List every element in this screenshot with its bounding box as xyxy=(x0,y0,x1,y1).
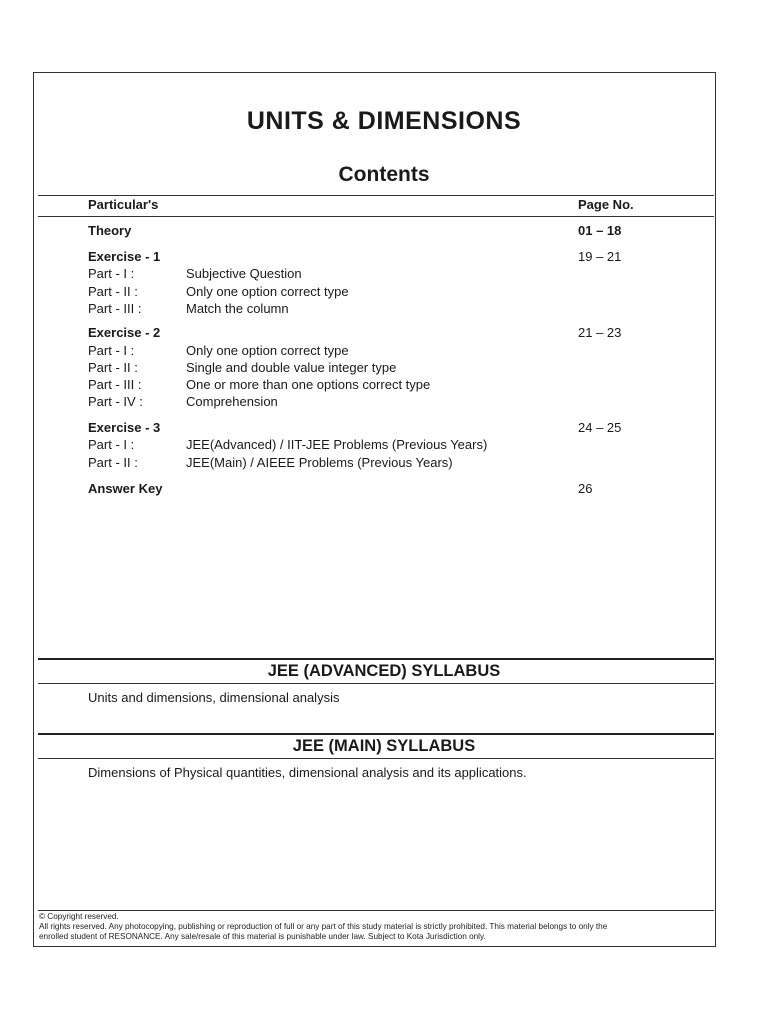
exercise-2-part-2: Part - II : xyxy=(88,360,138,375)
divider xyxy=(38,910,714,911)
theory-label: Theory xyxy=(88,223,132,238)
divider xyxy=(38,683,714,684)
divider xyxy=(38,733,714,735)
page-title: UNITS & DIMENSIONS xyxy=(246,107,522,135)
exercise-2-part-1-desc: Only one option correct type xyxy=(186,343,349,358)
exercise-3-label: Exercise - 3 xyxy=(88,420,161,435)
exercise-3-part-2-desc: JEE(Main) / AIEEE Problems (Previous Years) xyxy=(186,455,453,470)
exercise-3-part-2: Part - II : xyxy=(88,455,138,470)
exercise-1-part-3-desc: Match the column xyxy=(186,301,289,316)
exercise-1-part-1: Part - I : xyxy=(88,266,135,281)
advanced-syllabus-text: Units and dimensions, dimensional analysis xyxy=(88,690,340,705)
exercise-1-part-2: Part - II : xyxy=(88,284,138,299)
answer-key-pages: 26 xyxy=(578,481,593,496)
main-syllabus-text: Dimensions of Physical quantities, dimensional analysis and its applications. xyxy=(88,765,527,780)
page-no-header: Page No. xyxy=(578,197,634,212)
advanced-syllabus-title: JEE (ADVANCED) SYLLABUS xyxy=(267,662,501,680)
rights-line-2: enrolled student of RESONANCE. Any sale/resale of this material is punishable under law. Subject to Kota Jurisdiction only. xyxy=(39,932,486,941)
particulars-header: Particular's xyxy=(88,197,159,212)
exercise-2-part-4: Part - IV : xyxy=(88,394,143,409)
exercise-1-label: Exercise - 1 xyxy=(88,249,161,264)
answer-key-label: Answer Key xyxy=(88,481,163,496)
exercise-2-part-4-desc: Comprehension xyxy=(186,394,278,409)
divider xyxy=(38,195,714,196)
exercise-2-part-1: Part - I : xyxy=(88,343,135,358)
exercise-1-part-1-desc: Subjective Question xyxy=(186,266,302,281)
exercise-1-part-2-desc: Only one option correct type xyxy=(186,284,349,299)
exercise-3-part-1-desc: JEE(Advanced) / IIT-JEE Problems (Previous Years) xyxy=(186,437,488,452)
divider xyxy=(38,216,714,217)
exercise-1-part-3: Part - III : xyxy=(88,301,142,316)
theory-pages: 01 – 18 xyxy=(578,223,622,238)
divider xyxy=(38,758,714,759)
exercise-2-part-3: Part - III : xyxy=(88,377,142,392)
rights-line-1: All rights reserved. Any photocopying, publishing or reproduction of full or any part of this study material is strictly prohibited. This material belongs to only the xyxy=(39,922,608,931)
divider xyxy=(38,658,714,660)
exercise-1-pages: 19 – 21 xyxy=(578,249,622,264)
main-syllabus-title: JEE (MAIN) SYLLABUS xyxy=(292,737,476,755)
exercise-2-label: Exercise - 2 xyxy=(88,325,161,340)
copyright-line: © Copyright reserved. xyxy=(39,912,119,921)
exercise-2-part-3-desc: One or more than one options correct type xyxy=(186,377,431,392)
exercise-3-part-1: Part - I : xyxy=(88,437,135,452)
exercise-2-pages: 21 – 23 xyxy=(578,325,622,340)
exercise-2-part-2-desc: Single and double value integer type xyxy=(186,360,397,375)
exercise-3-pages: 24 – 25 xyxy=(578,420,622,435)
contents-heading: Contents xyxy=(338,163,430,186)
